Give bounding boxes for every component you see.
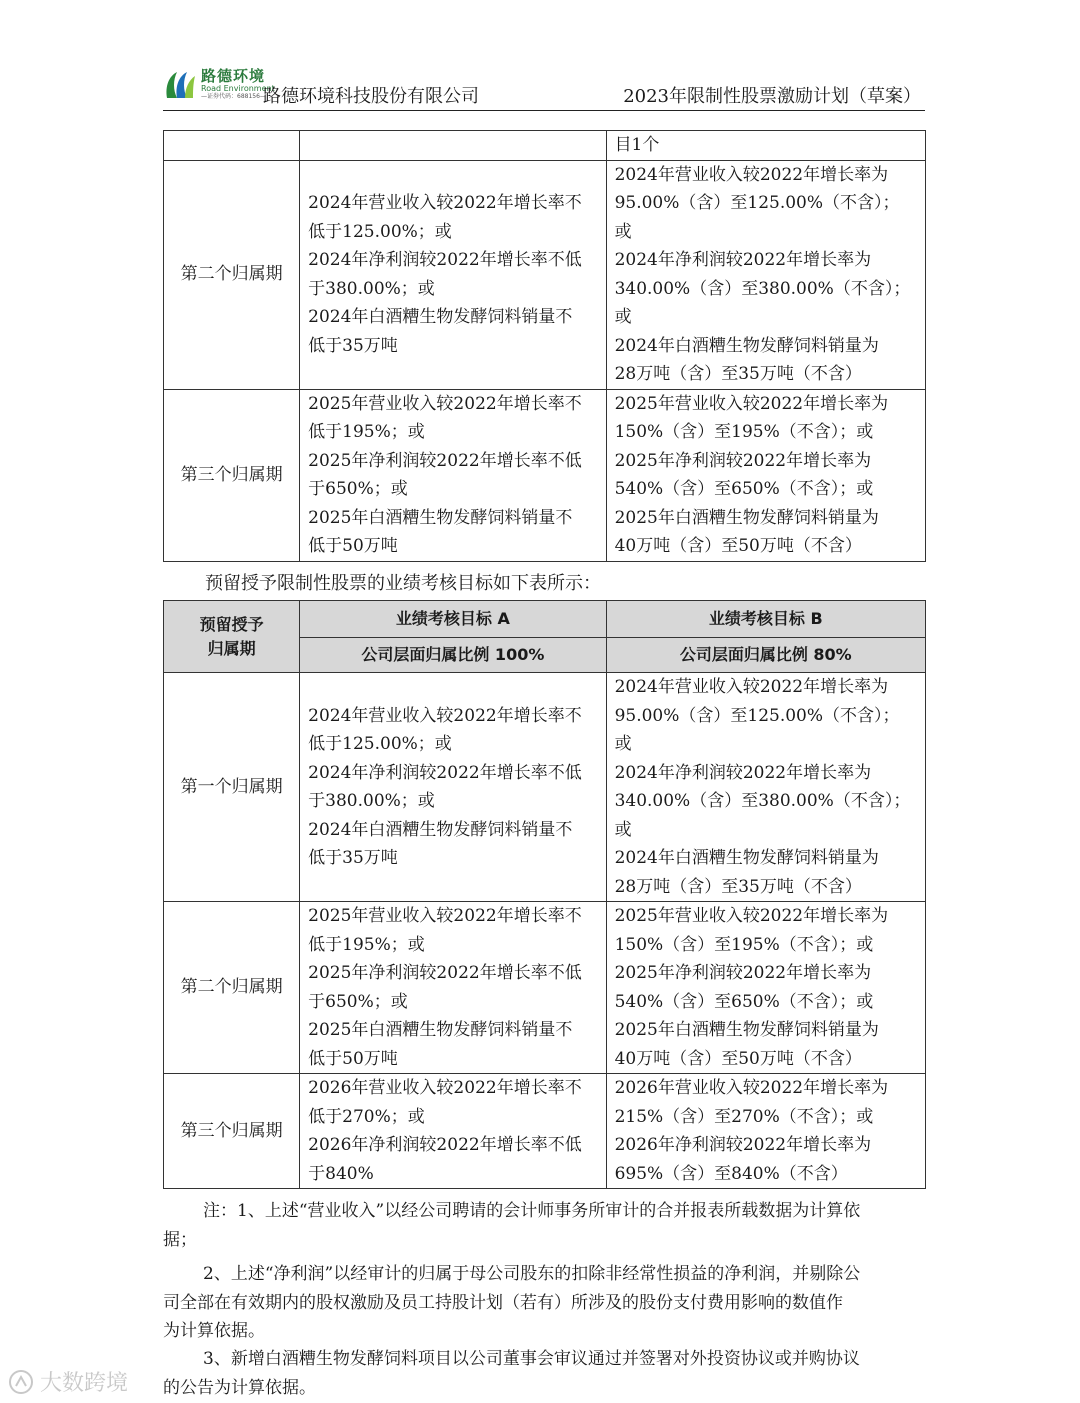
logo-code: —证券代码：688156— (201, 93, 266, 100)
cell-line: 2024年净利润较2022年增长率不低 (308, 250, 582, 270)
reserved-grant-table-body (164, 673, 926, 1189)
cell-line: 2024年营业收入较2022年增长率为 (614, 677, 889, 697)
cell-line: 2025年白酒糟生物发酵饲料销量为 (614, 1020, 879, 1040)
target-a-cell (300, 902, 606, 1074)
note-line: 3、新增白酒糟生物发酵饲料项目以公司董事会审议通过并签署对外投资协议或并购协议 (203, 1349, 860, 1369)
note-line: 注：1、上述“营业收入”以经公司聘请的会计师事务所审计的合并报表所载数据为计算依 (203, 1201, 861, 1221)
period-cell: 第三个归属期 (164, 389, 300, 561)
cell-line: 2025年白酒糟生物发酵饲料销量不 (308, 1020, 573, 1040)
note-line: 为计算依据。 (163, 1321, 265, 1341)
target-b-cell (606, 389, 925, 561)
cell-line: 2024年营业收入较2022年增长率不 (308, 193, 582, 213)
note-paragraph (163, 1197, 925, 1254)
cell-line: 于650%；或 (308, 479, 408, 499)
period-cell: 第二个归属期 (164, 160, 300, 389)
header-target-a: 业绩考核目标 A (300, 601, 606, 638)
header-period (164, 601, 300, 673)
period-cell: 第三个归属期 (164, 1074, 300, 1189)
company-logo-icon (163, 68, 197, 102)
table-row (164, 131, 926, 161)
cell-line: 于380.00%；或 (308, 791, 435, 811)
page-header (163, 64, 925, 111)
target-b-cell (606, 160, 925, 389)
cell-line: 215%（含）至270%（不含）；或 (614, 1106, 874, 1127)
cell-line: 2024年白酒糟生物发酵饲料销量为 (614, 848, 879, 868)
cell-line: 95.00%（含）至125.00%（不含）； (614, 193, 900, 213)
cell-line: 2026年净利润较2022年增长率为 (614, 1135, 872, 1155)
target-a-cell (300, 389, 606, 561)
table-row (164, 673, 926, 902)
cell-line: 或 (614, 819, 632, 840)
period-cell: 第二个归属期 (164, 902, 300, 1074)
table-row (164, 160, 926, 389)
cell-line: 2024年营业收入较2022年增长率为 (614, 164, 889, 185)
cell-line: 于650%；或 (308, 991, 408, 1012)
cell-line: 2025年净利润较2022年增长率不低 (308, 963, 582, 983)
cell-line: 40万吨（含）至50万吨（不含） (614, 1048, 862, 1069)
cell-line: 2025年白酒糟生物发酵饲料销量不 (308, 507, 573, 528)
cell-line: 2026年营业收入较2022年增长率不 (308, 1078, 582, 1098)
cell-line: 340.00%（含）至380.00%（不含）； (614, 791, 911, 811)
target-a-cell (300, 1074, 606, 1189)
cell-line: 于380.00%；或 (308, 278, 435, 299)
logo-en: Road Environment (201, 84, 275, 93)
cell-line: 2024年白酒糟生物发酵饲料销量为 (614, 335, 879, 356)
table-cell (300, 131, 606, 161)
cell-line: 于840% (308, 1163, 374, 1184)
table-row (164, 1074, 926, 1189)
table-row (164, 902, 926, 1074)
document-title: 2023年限制性股票激励计划（草案） (623, 86, 921, 107)
cell-line: 340.00%（含）至380.00%（不含）； (614, 278, 911, 299)
cell-line: 95.00%（含）至125.00%（不含）； (614, 705, 900, 726)
note-line: 2、上述“净利润”以经审计的归属于母公司股东的扣除非经常性损益的净利润，并剔除公 (203, 1264, 861, 1284)
cell-line: 2025年营业收入较2022年增长率不 (308, 393, 582, 414)
target-a-cell (300, 160, 606, 389)
period-cell: 第一个归属期 (164, 673, 300, 902)
header-period-line1: 预留授予 (199, 614, 264, 634)
cell-line: 540%（含）至650%（不含）；或 (614, 479, 874, 499)
cell-line: 低于35万吨 (308, 335, 398, 356)
header-ratio-a: 公司层面归属比例 100% (300, 638, 606, 673)
target-a-cell (300, 673, 606, 902)
cell-line: 2026年营业收入较2022年增长率为 (614, 1078, 889, 1098)
cell-line: 低于195%；或 (308, 934, 425, 955)
watermark-text: 大数跨境 (40, 1371, 129, 1396)
cell-line: 2025年营业收入较2022年增长率为 (614, 393, 889, 414)
header-ratio-b: 公司层面归属比例 80% (606, 638, 925, 673)
target-b-cell (606, 902, 925, 1074)
cell-line: 2024年白酒糟生物发酵饲料销量不 (308, 819, 573, 840)
cell-line: 150%（含）至195%（不含）；或 (614, 934, 874, 955)
cell-line: 或 (614, 221, 632, 242)
cell-line: 2024年净利润较2022年增长率不低 (308, 762, 582, 783)
cell-line: 低于125.00%；或 (308, 734, 452, 754)
header-target-b: 业绩考核目标 B (606, 601, 925, 638)
watermark (8, 1366, 128, 1397)
cell-line: 150%（含）至195%（不含）；或 (614, 422, 874, 442)
cell-line: 低于50万吨 (308, 536, 398, 556)
table-row (164, 389, 926, 561)
cell-line: 2025年净利润较2022年增长率为 (614, 963, 872, 983)
cell-line: 2025年白酒糟生物发酵饲料销量为 (614, 507, 879, 528)
cell-line: 或 (614, 307, 632, 327)
reserved-grant-intro: 预留授予限制性股票的业绩考核目标如下表所示： (205, 573, 601, 594)
reserved-grant-table (163, 600, 926, 1189)
cell-line: 或 (614, 734, 632, 754)
cell-line: 2024年净利润较2022年增长率为 (614, 762, 872, 783)
cell-line: 2025年营业收入较2022年增长率不 (308, 906, 582, 926)
cell-line: 2025年营业收入较2022年增长率为 (614, 906, 889, 926)
cell-line: 28万吨（含）至35万吨（不含） (614, 364, 862, 384)
cell-line: 2024年营业收入较2022年增长率不 (308, 705, 582, 726)
cell-line: 低于195%；或 (308, 422, 425, 442)
logo-cn: 路德环境 (201, 67, 266, 85)
note-paragraph (163, 1345, 925, 1402)
note-line: 的公告为计算依据。 (163, 1377, 316, 1398)
target-b-cell (606, 1074, 925, 1189)
cell-line: 695%（含）至840%（不含） (614, 1163, 848, 1184)
cell-line: 540%（含）至650%（不含）；或 (614, 991, 874, 1012)
cell-line: 低于50万吨 (308, 1048, 398, 1069)
cell-line: 低于270%；或 (308, 1106, 425, 1127)
first-grant-table (163, 130, 926, 562)
cell-line: 2026年净利润较2022年增长率不低 (308, 1135, 582, 1155)
note-line: 据； (163, 1229, 197, 1250)
cell-line: 2024年白酒糟生物发酵饲料销量不 (308, 307, 573, 327)
cell-line: 2024年净利润较2022年增长率为 (614, 250, 872, 270)
cell-line: 28万吨（含）至35万吨（不含） (614, 876, 862, 897)
header-period-line2: 归属期 (207, 638, 256, 658)
table-cell (164, 131, 300, 161)
first-grant-table-body (164, 131, 926, 562)
cell-line: 低于125.00%；或 (308, 221, 452, 242)
cell-line: 2025年净利润较2022年增长率不低 (308, 450, 582, 471)
watermark-icon (8, 1369, 34, 1395)
company-name: 路德环境科技股份有限公司 (263, 86, 479, 107)
table-header-row (164, 601, 926, 638)
carry-over-cell: 目1个 (606, 131, 925, 161)
cell-line: 低于35万吨 (308, 848, 398, 868)
target-b-cell (606, 673, 925, 902)
cell-line: 40万吨（含）至50万吨（不含） (614, 536, 862, 556)
note-paragraph (163, 1260, 925, 1346)
note-line: 司全部在有效期内的股权激励及员工持股计划（若有）所涉及的股份支付费用影响的数值作 (163, 1292, 843, 1313)
cell-line: 2025年净利润较2022年增长率为 (614, 450, 872, 471)
